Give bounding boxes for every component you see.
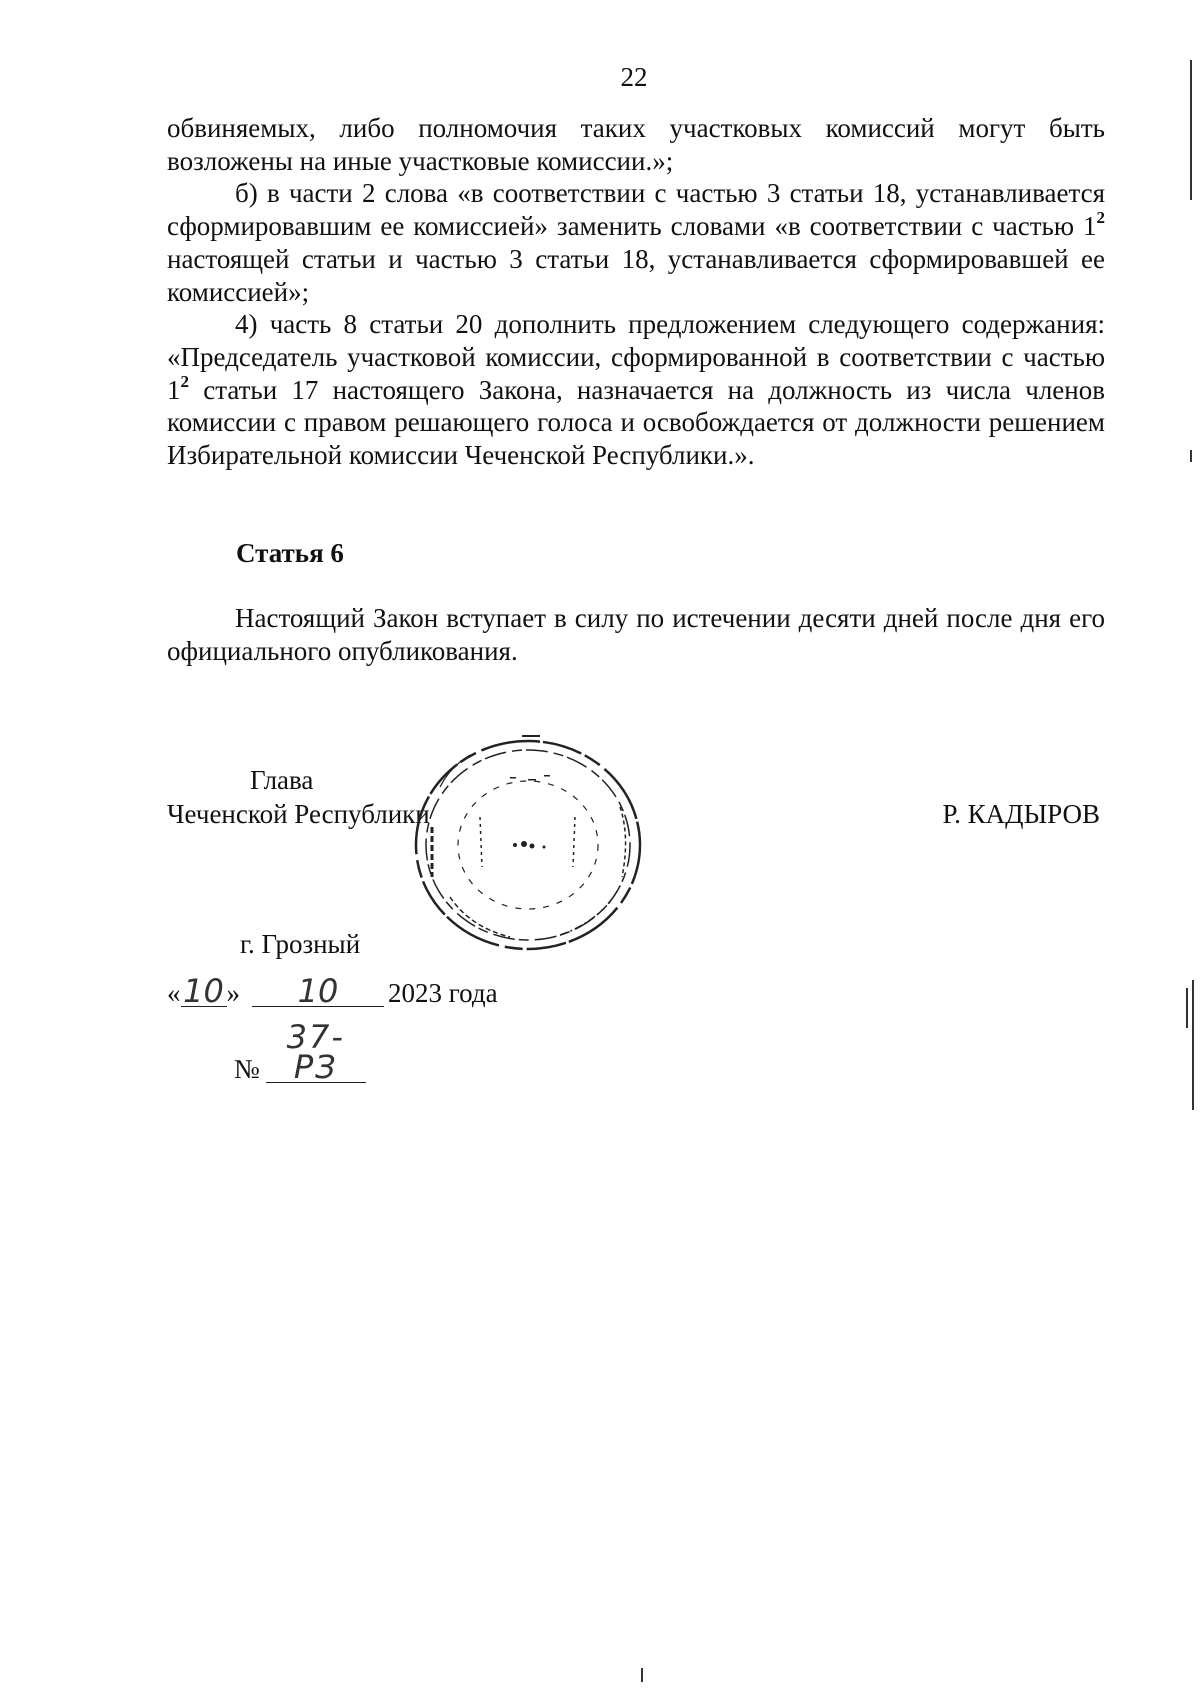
date-year: 2023 года: [388, 978, 498, 1008]
paragraph-continuation: [167, 112, 1105, 177]
page-number: 22: [620, 62, 648, 92]
date-day: 10: [181, 976, 227, 1007]
scan-edge-mark: [1190, 60, 1192, 200]
paragraph-text: б) в части 2 слова «в соответствии с частью 3 статьи 18, устанавливается сформировавшим ее комиссией» заменить словами «в соответствии с частью 1: [167, 178, 1105, 242]
place-of-signing: г. Грозный: [240, 929, 361, 959]
date-open-quote: «: [167, 978, 181, 1008]
superscript: 2: [1096, 208, 1105, 228]
article-paragraph: Настоящий Закон вступает в силу по истечении десяти дней после дня его официального опубликования.: [167, 603, 1105, 666]
scan-edge-mark: [1190, 450, 1192, 462]
paragraph-b: [167, 177, 1105, 308]
signatory-title-line2: Чеченской Республики: [167, 799, 430, 829]
paragraph-text-tail: настоящей статьи и частью 3 статьи 18, устанавливается сформировавшей ее комиссией»;: [167, 243, 1105, 307]
paragraph-text: 4) часть 8 статьи 20 дополнить предложением следующего содержания: «Председатель участковой комиссии, сформированной в соответствии с частью 1: [167, 309, 1105, 405]
law-number-value: 37-РЗ: [266, 1022, 366, 1083]
paragraph-text: обвиняемых, либо полномочия таких участковых комиссий могут быть возложены на иные участковые комиссии.»;: [167, 113, 1105, 176]
number-sign: №: [234, 1054, 260, 1084]
scan-edge-mark: [641, 1668, 643, 1682]
paragraph-4: [167, 308, 1105, 472]
scan-edge-mark: [1186, 988, 1188, 1028]
law-number: [234, 1018, 366, 1086]
paragraph-text-tail: статьи 17 настоящего Закона, назначается на должность из числа членов комиссии с правом решающего голоса и освобождается от должности решением Избирательной комиссии Чеченской Республики.».: [167, 374, 1105, 471]
scan-edge-mark: [1192, 980, 1194, 1110]
signatory-name: Р. КАДЫРОВ: [942, 799, 1100, 829]
official-seal-icon: [410, 727, 650, 957]
date-close-quote: »: [226, 978, 240, 1008]
date-month: 10: [252, 976, 384, 1007]
article-heading: Статья 6: [236, 538, 344, 568]
signing-date: [167, 972, 498, 1010]
body-text: [167, 112, 1105, 472]
article-text: [167, 602, 1105, 667]
signatory-title-line1: Глава: [250, 765, 314, 795]
superscript: 2: [180, 371, 189, 391]
